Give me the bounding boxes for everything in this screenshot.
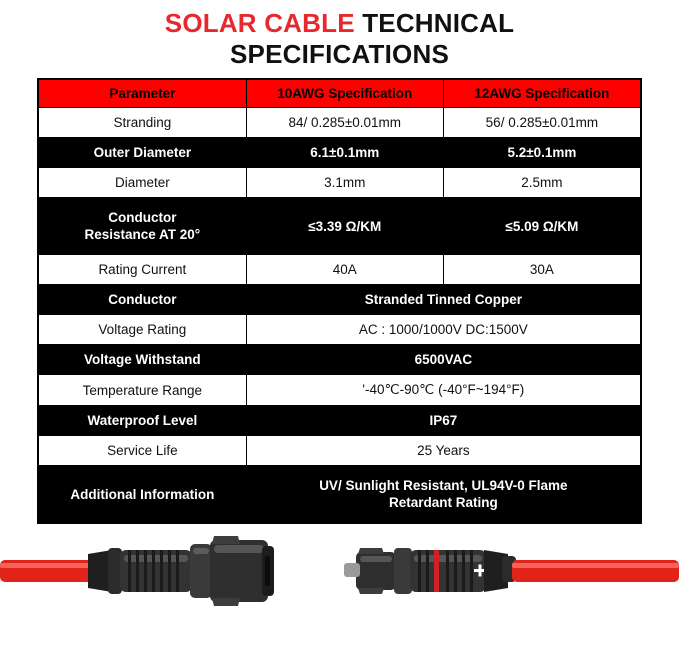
cell-10awg: 40A (246, 255, 443, 285)
cell-parameter: Waterproof Level (39, 406, 247, 436)
cell-10awg: 84/ 0.285±0.01mm (246, 108, 443, 138)
cell-merged-value: '-40℃-90℃ (-40°F~194°F) (246, 375, 640, 406)
pin-housing-highlight (360, 556, 392, 562)
specifications-table (38, 79, 641, 523)
table-row (39, 108, 641, 138)
socket-highlight (214, 545, 264, 553)
table-row (39, 436, 641, 466)
cell-parameter-line-2: Resistance AT 20° (84, 227, 201, 242)
cell-parameter: Outer Diameter (39, 138, 247, 168)
cell-12awg: 5.2±0.1mm (443, 138, 640, 168)
cell-merged-value: Stranded Tinned Copper (246, 285, 640, 315)
table-row (39, 285, 641, 315)
table-row (39, 375, 641, 406)
column-header-12awg: 12AWG Specification (443, 80, 640, 108)
column-header-10awg: 10AWG Specification (246, 80, 443, 108)
table-row (39, 255, 641, 285)
table-row (39, 198, 641, 255)
page-title (0, 0, 679, 76)
cell-12awg: 56/ 0.285±0.01mm (443, 108, 640, 138)
cell-parameter (39, 198, 247, 255)
table-row (39, 168, 641, 198)
cell-merged-value: 25 Years (246, 436, 640, 466)
cable-highlight (0, 563, 92, 568)
boot-collar (108, 548, 122, 594)
cell-12awg: ≤5.09 Ω/KM (443, 198, 640, 255)
cell-parameter: Temperature Range (39, 375, 247, 406)
connector-collar (394, 548, 412, 594)
cell-parameter: Voltage Rating (39, 315, 247, 345)
table-row (39, 138, 641, 168)
connector-images (0, 530, 679, 608)
page-title-accent: SOLAR CABLE (164, 8, 355, 38)
cell-parameter: Stranding (39, 108, 247, 138)
locking-latch-top (212, 536, 240, 544)
cell-12awg: 2.5mm (443, 168, 640, 198)
cell-parameter: Service Life (39, 436, 247, 466)
page-title-line-1 (30, 8, 649, 39)
table-row (39, 315, 641, 345)
cell-12awg: 30A (443, 255, 640, 285)
cell-merged-value: 6500VAC (246, 345, 640, 375)
locking-latch-bottom (212, 598, 240, 606)
table-row (39, 406, 641, 436)
latch-bottom (358, 588, 384, 594)
table-header-row (39, 80, 641, 108)
cell-merged-value: IP67 (246, 406, 640, 436)
metal-pin (344, 563, 360, 577)
male-connector-image (338, 530, 679, 608)
female-connector-image (0, 530, 345, 608)
cell-parameter: Additional Information (39, 466, 247, 523)
table-row (39, 466, 641, 523)
cell-10awg: 3.1mm (246, 168, 443, 198)
cable-highlight (512, 563, 679, 568)
page-title-line-2: SPECIFICATIONS (229, 39, 449, 69)
cell-merged-value (246, 466, 640, 523)
cell-parameter: Voltage Withstand (39, 345, 247, 375)
collar-highlight (193, 548, 209, 554)
cell-merged-value-line-2: Retardant Rating (388, 495, 498, 510)
table-row (39, 345, 641, 375)
table-body (39, 108, 641, 523)
cell-merged-value: AC : 1000/1000V DC:1500V (246, 315, 640, 345)
table-header (39, 80, 641, 108)
cell-10awg: ≤3.39 Ω/KM (246, 198, 443, 255)
column-header-parameter: Parameter (39, 80, 247, 108)
cell-parameter: Rating Current (39, 255, 247, 285)
page-title-rest: TECHNICAL (354, 8, 515, 38)
socket-bore (265, 556, 270, 586)
cell-10awg: 6.1±0.1mm (246, 138, 443, 168)
polarity-stripe-red (434, 550, 439, 592)
specifications-table-wrapper (37, 78, 642, 524)
latch-top (358, 548, 384, 554)
cell-merged-value-line-1: UV/ Sunlight Resistant, UL94V-0 Flame (319, 478, 568, 493)
cell-parameter: Diameter (39, 168, 247, 198)
cell-parameter-line-1: Conductor (108, 210, 177, 225)
cell-parameter: Conductor (39, 285, 247, 315)
